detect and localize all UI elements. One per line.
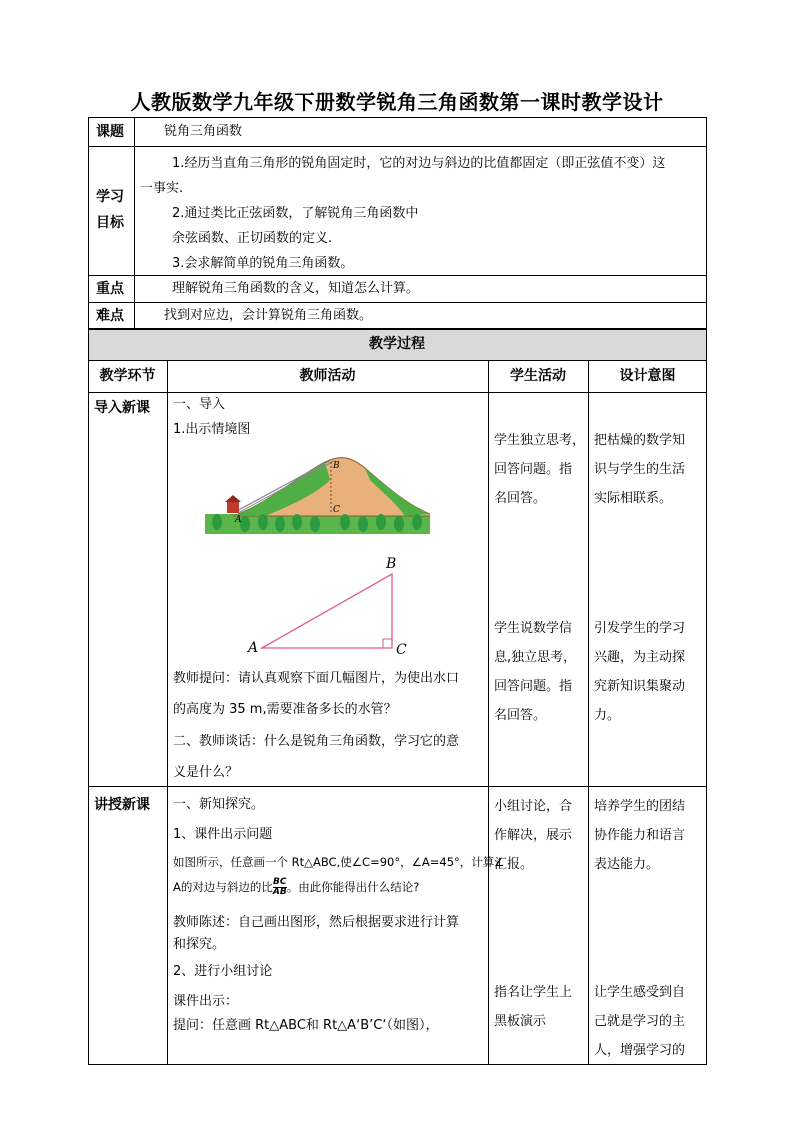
lecture-student-activity-1: 小组讨论，合 作解决，展示 汇报。 (494, 799, 573, 872)
intro-question: 教师提问：请认真观察下面几幅图片，为使出水口 (173, 671, 460, 686)
column-intent: 设计意图 (619, 368, 676, 384)
objective-item: 3.会求解简单的锐角三角函数。 (172, 256, 354, 271)
difficulty-label: 难点 (96, 308, 124, 324)
column-stage: 教学环节 (99, 368, 156, 384)
mountain-label-c: C (333, 505, 340, 515)
topic-value: 锐角三角函数 (164, 124, 243, 139)
triangle-label-b: B (386, 556, 397, 572)
mountain-label-b: B (333, 461, 340, 471)
intro-student-activity-1: 学生独立思考， 回答问题。指 名回答。 (494, 433, 586, 506)
intro-talk: 义是什么？ (173, 765, 239, 780)
objective-item: 2.通过类比正弦函数，了解锐角三角函数中 (172, 206, 419, 221)
triangle-label-a: A (248, 640, 259, 656)
intro-question: 的高度为 35 m,需要准备多长的水管？ (173, 702, 397, 717)
page-title: 人教版数学九年级下册数学锐角三角函数第一课时教学设计 (130, 90, 664, 114)
intro-student-activity-2: 学生说数学信 息,独立思考， 回答问题。指 名回答。 (494, 621, 577, 723)
key-point-label: 重点 (96, 281, 124, 297)
lecture-sub-1: 1、课件出示问题 (173, 827, 273, 842)
column-student: 学生活动 (510, 368, 566, 384)
fraction-bc-ab: $\frac{BC}{AB}$ (272, 877, 287, 897)
objectives-label: 学习 (96, 189, 124, 205)
mountain-illustration (205, 450, 430, 535)
mountain-label-a: A (235, 515, 242, 525)
objective-item: 一事实. (140, 181, 184, 196)
intro-design-intent-1: 把枯燥的数学知 识与学生的生活 实际相联系。 (594, 433, 686, 506)
lecture-heading: 一、新知探究。 (173, 797, 265, 812)
objective-item: 1.经历当直角三角形的锐角固定时，它的对边与斜边的比值都固定（即正弦值不变）这 (172, 156, 666, 171)
stage-lecture: 讲授新课 (94, 797, 150, 813)
process-header: 教学过程 (369, 336, 425, 352)
key-point-value: 理解锐角三角函数的含义，知道怎么计算。 (172, 281, 420, 296)
topic-label: 课题 (96, 124, 124, 140)
intro-sub: 1.出示情境图 (173, 422, 251, 437)
triangle-diagram (240, 552, 420, 660)
lecture-design-intent-1: 培养学生的团结 协作能力和语言 表达能力。 (594, 799, 686, 872)
lecture-statement: 和探究。 (173, 937, 226, 952)
intro-heading: 一、导入 (173, 397, 226, 412)
intro-design-intent-2: 引发学生的学习 兴趣，为主动探 究新知识集聚动 力。 (594, 621, 686, 723)
column-teacher: 教师活动 (299, 368, 356, 384)
lecture-sub-2: 2、进行小组讨论 (173, 964, 273, 979)
difficulty-value: 找到对应边，会计算锐角三角函数。 (164, 308, 373, 323)
lecture-statement: 教师陈述：自己画出图形，然后根据要求进行计算 (173, 915, 460, 930)
objectives-label: 目标 (96, 215, 124, 231)
lecture-design-intent-2: 让学生感受到自 己就是学习的主 人，增强学习的 (594, 985, 686, 1058)
triangle-label-c: C (396, 642, 407, 658)
lecture-ask: 提问：任意画 Rt△ABC和 Rt△A‘B’C‘（如图）， (173, 1018, 439, 1033)
stage-intro: 导入新课 (94, 400, 150, 416)
lecture-problem: 如图所示，任意画一个 Rt△ABC,使∠C=90°，∠A=45°，计算∠ (173, 855, 505, 869)
lecture-courseware: 课件出示： (173, 994, 239, 1009)
objective-item: 余弦函数、正切函数的定义. (172, 231, 333, 246)
lecture-problem: A的对边与斜边的比 $\frac{BC}{AB}$ 。由此你能得出什么结论? (173, 877, 420, 897)
lecture-student-activity-2: 指名让学生上 黑板演示 (494, 985, 573, 1029)
intro-talk: 二、教师谈话：什么是锐角三角函数，学习它的意 (173, 734, 460, 749)
